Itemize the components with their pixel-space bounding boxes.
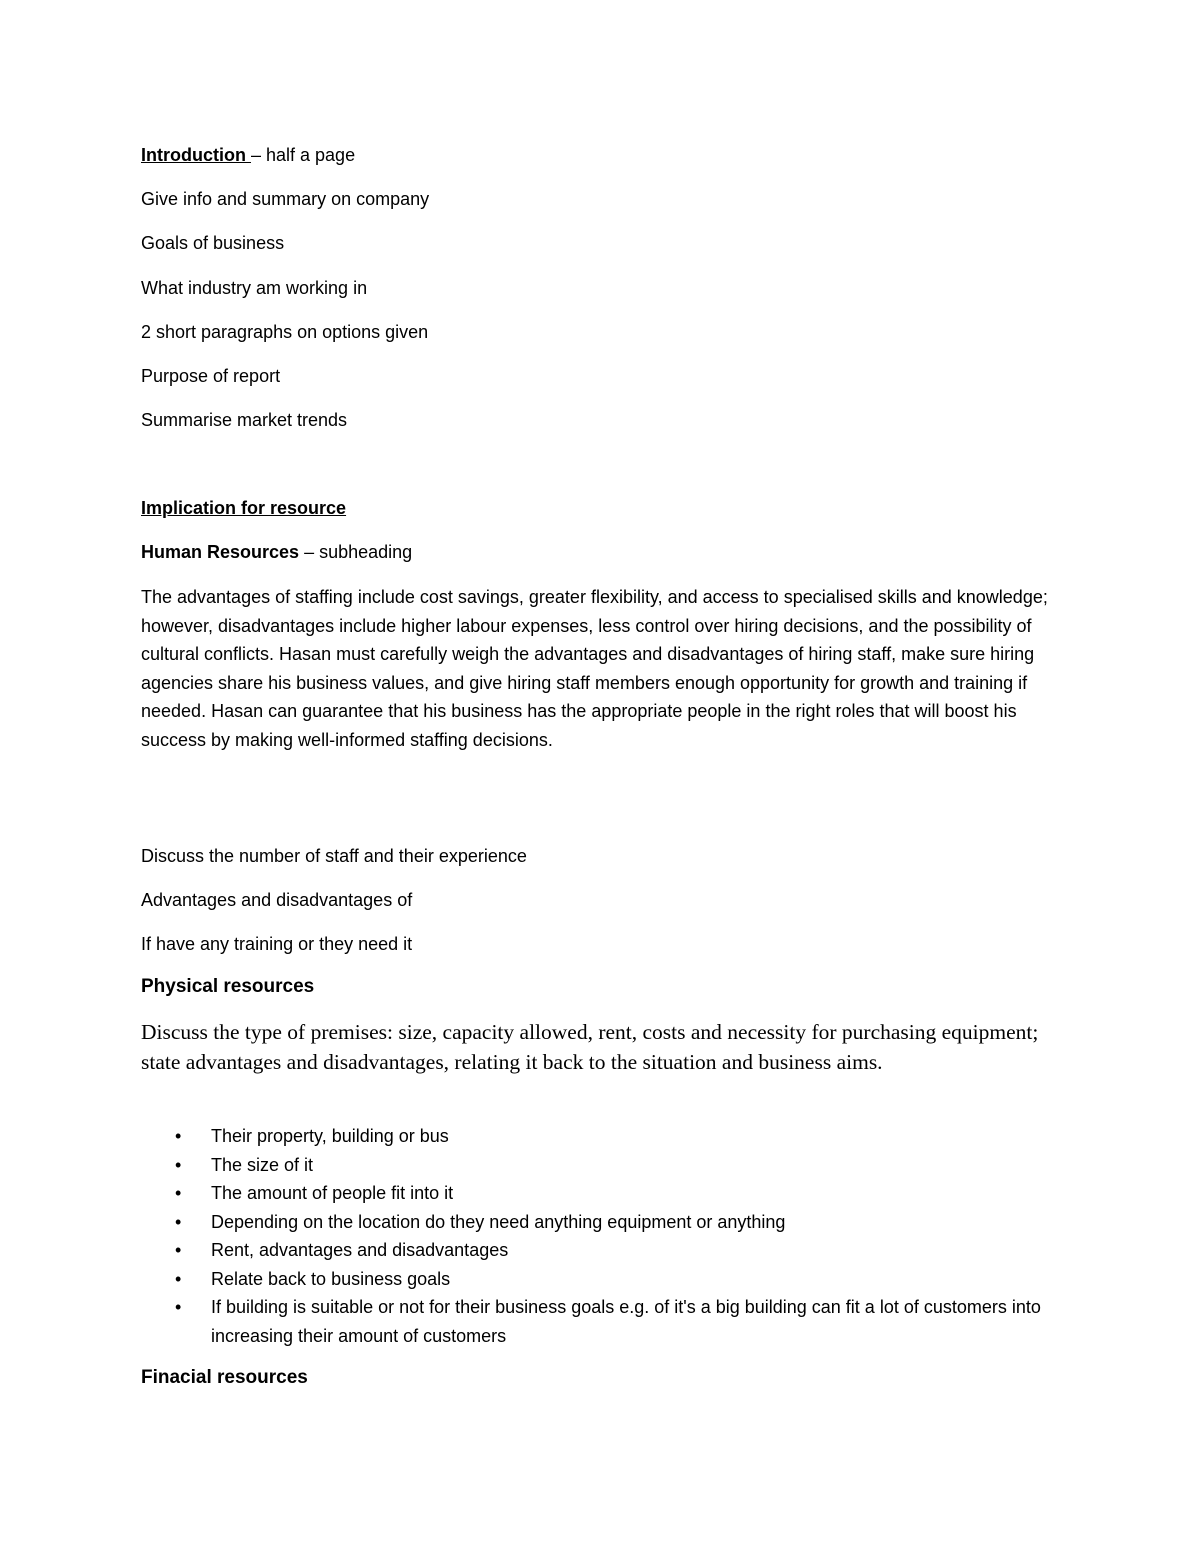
bullet-text: The amount of people fit into it bbox=[211, 1183, 454, 1203]
intro-item: Give info and summary on company bbox=[141, 189, 430, 209]
human-resources-note: – subheading bbox=[299, 542, 413, 562]
list-item bbox=[141, 1122, 1041, 1151]
bullet-text: If building is suitable or not for their business goals e.g. of it's a big building can fit a lot of customers into increasing their amount of customers bbox=[211, 1297, 1041, 1346]
bullet-icon: • bbox=[175, 1154, 182, 1175]
list-item bbox=[141, 1208, 1041, 1237]
intro-item: 2 short paragraphs on options given bbox=[141, 322, 429, 342]
physical-resources-paragraph: Discuss the type of premises: size, capacity allowed, rent, costs and necessity for purchasing equipment; state advantages and disadvantages, relating it back to the situation and business aims. bbox=[141, 1020, 1039, 1074]
bullet-text: Their property, building or bus bbox=[211, 1126, 449, 1146]
bullet-icon: • bbox=[175, 1297, 182, 1317]
introduction-note: – half a page bbox=[250, 145, 356, 165]
bullet-text: Relate back to business goals bbox=[211, 1268, 451, 1289]
list-item bbox=[141, 1151, 1041, 1180]
intro-item: Purpose of report bbox=[141, 366, 281, 386]
implication-heading: Implication for resource bbox=[141, 498, 347, 518]
bullet-icon: • bbox=[175, 1183, 182, 1203]
human-item: Discuss the number of staff and their experience bbox=[141, 846, 527, 866]
bullet-icon: • bbox=[175, 1211, 182, 1232]
introduction-heading: Introduction bbox=[141, 145, 251, 165]
physical-bullet-list bbox=[141, 1122, 1041, 1350]
human-resources-paragraph: The advantages of staffing include cost savings, greater flexibility, and access to specialised skills and knowledge; however, disadvantages include higher labour expenses, less control over hiring decisions, and the possibility of cultural conflicts. Hasan must carefully weigh the advantages and disadvantages of hiring staff, make sure hiring agencies share his business values, and give hiring staff members enough opportunity for growth and training if needed. Hasan can guarantee that his business has the appropriate people in the right roles that will boost his success by making well-informed staffing decisions. bbox=[141, 587, 1048, 750]
human-item: If have any training or they need it bbox=[141, 934, 413, 954]
financial-resources-heading: Finacial resources bbox=[141, 1367, 308, 1388]
human-item: Advantages and disadvantages of bbox=[141, 890, 413, 910]
human-resources-heading-line bbox=[141, 541, 412, 563]
bullet-text: The size of it bbox=[211, 1154, 314, 1175]
list-item bbox=[141, 1265, 1041, 1294]
bullet-text: Rent, advantages and disadvantages bbox=[211, 1240, 509, 1260]
intro-item: Summarise market trends bbox=[141, 410, 348, 430]
intro-item: Goals of business bbox=[141, 233, 285, 253]
introduction-heading-line bbox=[141, 144, 355, 166]
list-item bbox=[141, 1293, 1041, 1350]
intro-item: What industry am working in bbox=[141, 278, 368, 298]
bullet-icon: • bbox=[175, 1240, 182, 1260]
list-item bbox=[141, 1236, 1041, 1265]
bullet-icon: • bbox=[175, 1268, 182, 1289]
bullet-icon: • bbox=[175, 1126, 182, 1146]
human-resources-heading: Human Resources bbox=[141, 542, 300, 562]
bullet-text: Depending on the location do they need anything equipment or anything bbox=[211, 1211, 786, 1232]
list-item bbox=[141, 1179, 1041, 1208]
physical-resources-heading: Physical resources bbox=[141, 976, 315, 997]
